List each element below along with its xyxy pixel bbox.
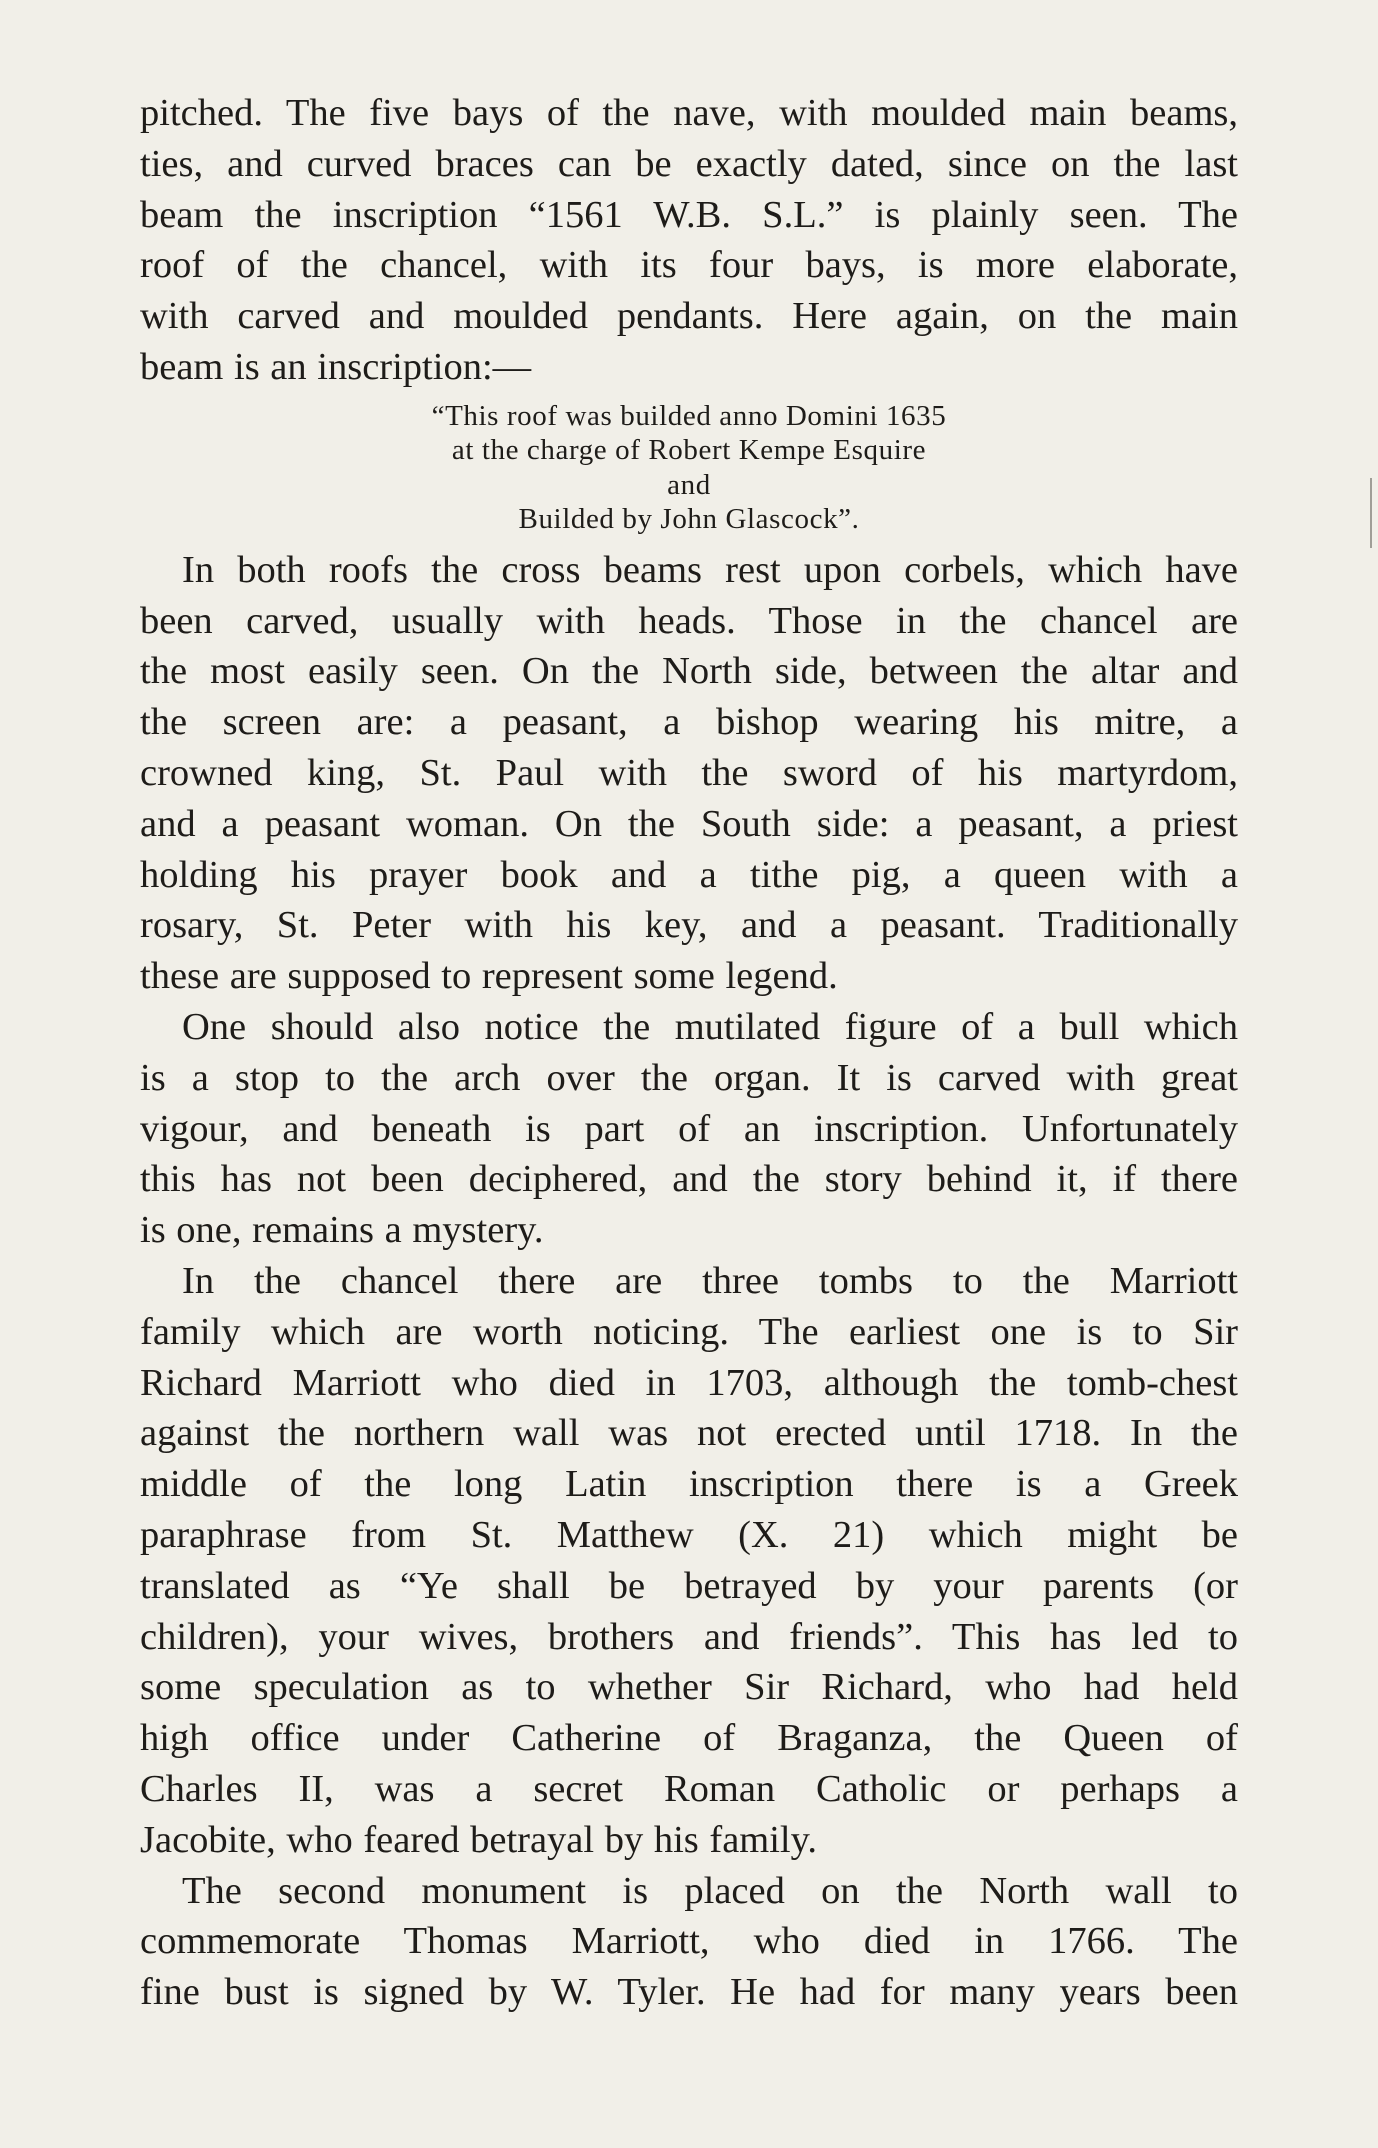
text-line: is a stop to the arch over the organ. It is carved with great: [140, 1056, 1238, 1099]
paragraph-roof-description: [140, 88, 1238, 393]
text-line: In both roofs the cross beams rest upon corbels, which have: [182, 548, 1238, 591]
text-line: ties, and curved braces can be exactly dated, since on the last: [140, 142, 1238, 185]
text-line: high office under Catherine of Braganza, the Queen of: [140, 1717, 1238, 1760]
text-line: middle of the long Latin inscription there is a Greek: [140, 1463, 1238, 1506]
text-line: roof of the chancel, with its four bays, is more elaborate,: [140, 244, 1238, 287]
text-line: vigour, and beneath is part of an inscription. Unfortunately: [140, 1107, 1238, 1150]
text-line: commemorate Thomas Marriott, who died in 1766. The: [140, 1920, 1238, 1963]
text-line: paraphrase from St. Matthew (X. 21) which might be: [140, 1513, 1238, 1556]
text-line: against the northern wall was not erected until 1718. In the: [140, 1412, 1238, 1455]
text-line: is one, remains a mystery.: [140, 1209, 544, 1252]
quote-line: Builded by John Glascock”.: [518, 503, 860, 536]
text-line: been carved, usually with heads. Those in the chancel are: [140, 599, 1238, 642]
text-line: Charles II, was a secret Roman Catholic or perhaps a: [140, 1767, 1238, 1810]
quote-line: “This roof was builded anno Domini 1635: [431, 399, 947, 432]
roof-inscription-quote: [140, 399, 1238, 537]
paragraph-second-monument: [140, 1866, 1238, 2018]
text-line: these are supposed to represent some legend.: [140, 955, 838, 998]
book-page: [140, 88, 1238, 2018]
quote-line: and: [667, 468, 711, 501]
paragraph-corbels: [140, 545, 1238, 1002]
paragraph-bull-figure: [140, 1002, 1238, 1256]
text-line: One should also notice the mutilated figure of a bull which: [182, 1005, 1238, 1048]
page-edge-mark: [1370, 478, 1372, 548]
text-line: The second monument is placed on the North wall to: [182, 1869, 1238, 1912]
text-line: and a peasant woman. On the South side: a peasant, a priest: [140, 802, 1238, 845]
text-line: Richard Marriott who died in 1703, although the tomb-chest: [140, 1361, 1238, 1404]
text-line: family which are worth noticing. The earliest one is to Sir: [140, 1310, 1238, 1353]
text-line: some speculation as to whether Sir Richard, who had held: [140, 1666, 1238, 1709]
paragraph-marriott-tombs: [140, 1256, 1238, 1866]
text-line: beam is an inscription:—: [140, 345, 532, 388]
text-line: the screen are: a peasant, a bishop wearing his mitre, a: [140, 701, 1238, 744]
text-line: with carved and moulded pendants. Here again, on the main: [140, 295, 1238, 338]
quote-line: at the charge of Robert Kempe Esquire: [451, 434, 927, 467]
text-line: rosary, St. Peter with his key, and a peasant. Traditionally: [140, 904, 1238, 947]
text-line: this has not been deciphered, and the story behind it, if there: [140, 1158, 1238, 1201]
text-line: translated as “Ye shall be betrayed by your parents (or: [140, 1564, 1238, 1607]
text-line: the most easily seen. On the North side, between the altar and: [140, 650, 1238, 693]
text-line: fine bust is signed by W. Tyler. He had for many years been: [140, 1971, 1238, 2014]
text-line: beam the inscription “1561 W.B. S.L.” is plainly seen. The: [140, 193, 1238, 236]
text-line: holding his prayer book and a tithe pig, a queen with a: [140, 853, 1238, 896]
text-line: crowned king, St. Paul with the sword of his martyrdom,: [140, 751, 1238, 794]
text-line: Jacobite, who feared betrayal by his family.: [140, 1818, 818, 1861]
text-line: pitched. The five bays of the nave, with moulded main beams,: [140, 92, 1238, 134]
text-line: In the chancel there are three tombs to the Marriott: [182, 1259, 1238, 1302]
text-line: children), your wives, brothers and friends”. This has led to: [140, 1615, 1238, 1658]
